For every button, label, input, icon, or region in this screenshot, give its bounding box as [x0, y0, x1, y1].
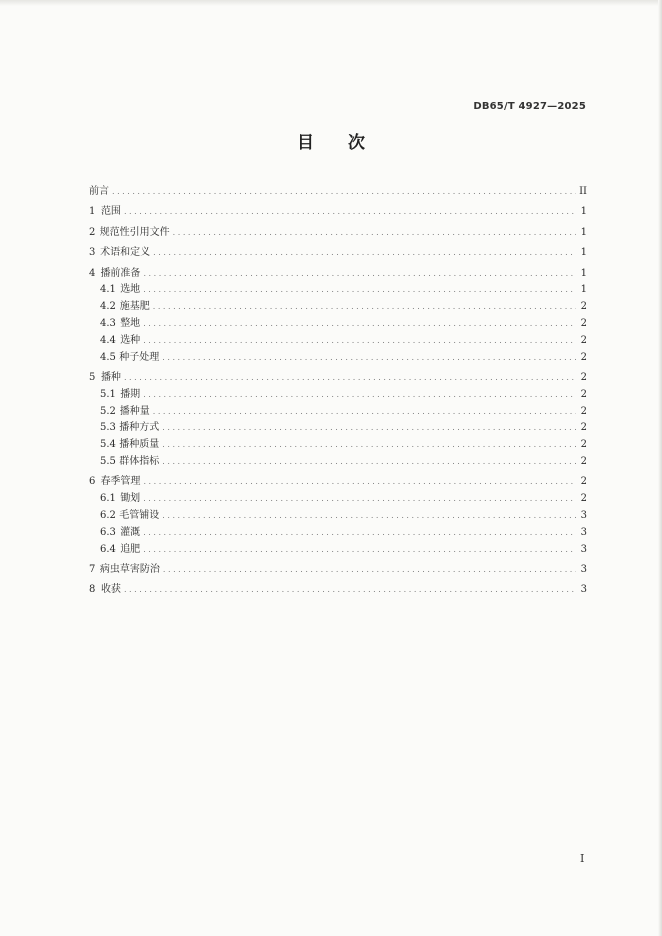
toc-entry-number: 6.3 — [100, 526, 116, 538]
toc-leader-dots — [153, 404, 576, 421]
toc-leader-dots — [143, 266, 576, 283]
toc-entry-label: 选地 — [120, 284, 141, 296]
toc-entry[interactable] — [89, 420, 587, 437]
toc-entry-label: 春季管理 — [100, 476, 141, 488]
toc-entry-label: 病虫草害防治 — [99, 563, 160, 575]
toc-entry[interactable] — [89, 370, 587, 387]
toc-entry-label: 群体指标 — [119, 455, 160, 467]
toc-entry-label: 播种 — [100, 371, 121, 383]
toc-entry-number: 4.5 — [100, 351, 116, 363]
toc-entry[interactable] — [89, 508, 587, 525]
toc-leader-dots — [124, 204, 576, 221]
toc-entry-page: 1 — [580, 267, 587, 279]
toc-entry[interactable] — [89, 245, 587, 262]
toc-entry-number: 6.2 — [100, 509, 116, 521]
toc-entry[interactable] — [89, 333, 587, 350]
toc-entry[interactable] — [89, 266, 587, 283]
toc-entry[interactable] — [89, 582, 587, 599]
toc-leader-dots — [153, 245, 576, 262]
toc-leader-dots — [124, 582, 576, 599]
toc-entry-page: 2 — [580, 455, 587, 467]
table-of-contents — [89, 184, 587, 599]
toc-leader-dots — [143, 333, 576, 350]
toc-entry[interactable] — [89, 282, 587, 299]
toc-leader-dots — [143, 491, 576, 508]
toc-entry-page: 2 — [580, 317, 587, 329]
toc-entry-label: 追肥 — [120, 543, 141, 555]
page-edge — [0, 0, 662, 6]
toc-entry-label: 前言 — [89, 186, 109, 197]
toc-leader-dots — [162, 420, 576, 437]
toc-leader-dots — [143, 474, 576, 491]
toc-entry-number: 4.1 — [100, 284, 116, 296]
toc-leader-dots — [143, 316, 576, 333]
toc-entry-page: 1 — [580, 247, 587, 259]
toc-entry[interactable] — [89, 184, 587, 201]
toc-entry-page: 2 — [580, 476, 587, 488]
toc-entry-number: 5 — [89, 371, 96, 383]
toc-entry-page: 3 — [580, 543, 587, 555]
toc-entry-number: 5.2 — [100, 405, 116, 417]
toc-entry-label: 范围 — [100, 206, 121, 218]
toc-entry-number: 6.4 — [100, 543, 116, 555]
toc-entry-number: 4.3 — [100, 317, 116, 329]
toc-entry-number: 5.1 — [100, 388, 116, 400]
toc-entry-page: 3 — [580, 563, 587, 575]
toc-entry-label: 播期 — [120, 388, 141, 400]
toc-entry[interactable] — [89, 491, 587, 508]
toc-entry-label: 播种方式 — [119, 422, 160, 434]
toc-leader-dots — [162, 454, 576, 471]
toc-leader-dots — [153, 299, 576, 316]
toc-entry-page: 2 — [580, 493, 587, 505]
toc-entry-label: 选种 — [120, 334, 141, 346]
toc-leader-dots — [124, 370, 576, 387]
toc-entry-label: 施基肥 — [119, 301, 150, 313]
toc-entry[interactable] — [89, 204, 587, 221]
page-number: I — [580, 852, 585, 865]
toc-entry[interactable] — [89, 474, 587, 491]
toc-entry[interactable] — [89, 437, 587, 454]
toc-entry[interactable] — [89, 454, 587, 471]
toc-entry-page: 2 — [580, 439, 587, 451]
toc-entry-number: 2 — [89, 226, 96, 238]
toc-title — [0, 128, 662, 153]
toc-entry-number: 5.3 — [100, 422, 116, 434]
toc-entry-page: 3 — [580, 509, 587, 521]
toc-entry-number: 6.1 — [100, 493, 116, 505]
toc-entry-page: 2 — [580, 388, 587, 400]
toc-entry-page: 2 — [580, 334, 587, 346]
toc-entry-number: 4.2 — [100, 301, 116, 313]
toc-entry-page: 3 — [580, 526, 587, 538]
toc-entry-page: II — [579, 186, 587, 197]
toc-entry-label: 播种质量 — [119, 439, 160, 451]
toc-leader-dots — [143, 525, 576, 542]
toc-leader-dots — [162, 350, 576, 367]
toc-entry-page: 2 — [580, 351, 587, 363]
toc-entry[interactable] — [89, 542, 587, 559]
toc-entry-label: 播种量 — [119, 405, 150, 417]
toc-entry[interactable] — [89, 316, 587, 333]
toc-entry-number: 4 — [89, 267, 96, 279]
toc-leader-dots — [163, 562, 576, 579]
toc-entry-number: 4.4 — [100, 334, 116, 346]
toc-entry-label: 规范性引用文件 — [99, 226, 170, 238]
toc-entry-number: 5.4 — [100, 439, 116, 451]
toc-entry-label: 种子处理 — [119, 351, 160, 363]
toc-entry-number: 7 — [89, 563, 96, 575]
toc-leader-dots — [143, 387, 576, 404]
toc-entry-page: 2 — [580, 301, 587, 313]
toc-title-char: 次 — [348, 133, 365, 153]
toc-entry-label: 播前准备 — [100, 267, 141, 279]
toc-title-char: 目 — [297, 133, 314, 153]
toc-entry[interactable] — [89, 562, 587, 579]
toc-entry-page: 1 — [580, 206, 587, 218]
toc-leader-dots — [173, 225, 576, 242]
toc-entry-page: 1 — [580, 284, 587, 296]
toc-entry-number: 1 — [89, 206, 96, 218]
toc-entry-number: 3 — [89, 247, 96, 259]
toc-entry[interactable] — [89, 299, 587, 316]
toc-entry-page: 2 — [580, 405, 587, 417]
toc-entry[interactable] — [89, 350, 587, 367]
toc-entry-label: 锄划 — [120, 493, 141, 505]
toc-entry-number: 5.5 — [100, 455, 116, 467]
toc-entry-page: 2 — [580, 422, 587, 434]
toc-entry-label: 毛管铺设 — [119, 509, 160, 521]
toc-leader-dots — [143, 542, 576, 559]
toc-entry-page: 3 — [580, 584, 587, 596]
toc-entry-label: 整地 — [120, 317, 141, 329]
toc-entry-page: 1 — [580, 226, 587, 238]
toc-entry-number: 8 — [89, 584, 96, 596]
toc-entry[interactable] — [89, 225, 587, 242]
standard-code: DB65/T 4927—2025 — [473, 101, 586, 112]
toc-entry[interactable] — [89, 387, 587, 404]
toc-entry-label: 术语和定义 — [100, 247, 151, 259]
toc-entry-label: 灌溉 — [120, 526, 141, 538]
toc-entry-page: 2 — [580, 371, 587, 383]
toc-leader-dots — [162, 508, 576, 525]
toc-leader-dots — [143, 282, 576, 299]
toc-entry[interactable] — [89, 404, 587, 421]
toc-leader-dots — [162, 437, 576, 454]
toc-leader-dots — [112, 184, 576, 201]
toc-entry-label: 收获 — [100, 584, 121, 596]
toc-entry[interactable] — [89, 525, 587, 542]
toc-entry-number: 6 — [89, 476, 96, 488]
